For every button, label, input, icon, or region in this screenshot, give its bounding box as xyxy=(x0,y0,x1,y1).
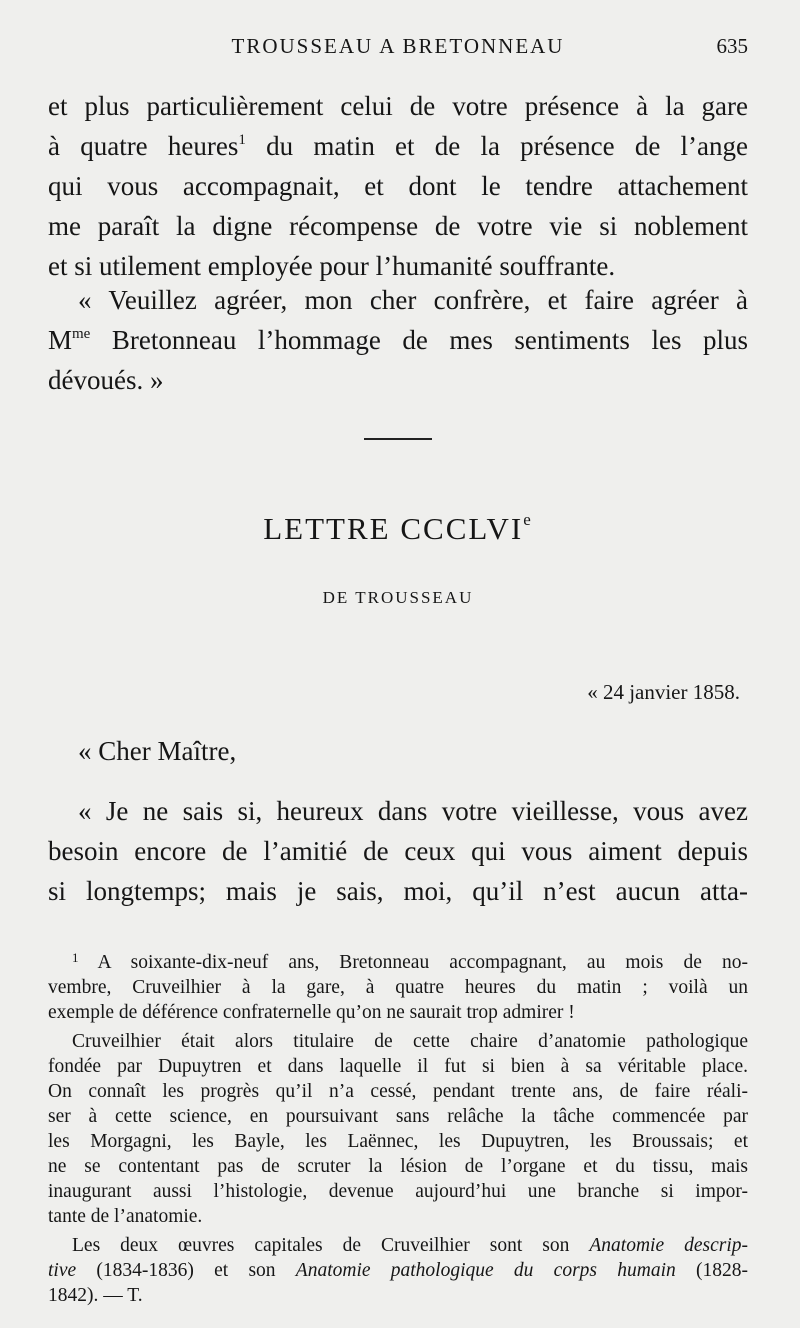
letter-title: LETTRE CCCLVIe xyxy=(263,510,533,546)
paragraph-closing xyxy=(48,280,748,400)
text-line: à quatre heures$^1$ du matin et de la présence de l’ange xyxy=(48,131,748,161)
footnotes xyxy=(48,950,748,1312)
text-line: et si utilement employée pour l’humanité souffrante. xyxy=(48,251,616,281)
text-line: $M^{me}$ Bretonneau l’hommage de mes sentiments les plus xyxy=(48,325,748,355)
page-number: 635 xyxy=(716,34,748,58)
footnote-marker: 1 xyxy=(72,950,79,965)
text-line: dévoués. » xyxy=(48,365,164,395)
section-divider xyxy=(364,438,432,440)
text-line: et plus particulièrement celui de votre présence à la gare xyxy=(48,91,748,121)
running-head xyxy=(48,34,748,64)
letter-date: « 24 janvier 1858. xyxy=(587,680,740,704)
footnote-line: vembre, Cruveilhier à la gare, à quatre heures du matin ; voilà un xyxy=(48,977,748,998)
footnote-line: 1842). — T. xyxy=(48,1285,143,1306)
footnote-line: ne se contentant pas de scruter la lésion de l’organe et du tissu, mais xyxy=(48,1156,748,1177)
footnote-line: tante de l’anatomie. xyxy=(48,1206,203,1227)
text-line: « Veuillez agréer, mon cher confrère, et faire agréer à xyxy=(78,285,748,315)
text-line: « Je ne sais si, heureux dans votre vieillesse, vous avez xyxy=(78,796,748,826)
footnote-line: Cruveilhier était alors titulaire de cette chaire d’anatomie pathologique xyxy=(72,1031,748,1052)
paragraph-continuation xyxy=(48,86,748,286)
footnote-line: Les deux œuvres capitales de Cruveilhier sont son Anatomie descrip- xyxy=(72,1235,748,1256)
text-line: qui vous accompagnait, et dont le tendre attachement xyxy=(48,171,748,201)
footnote-reference: 1 xyxy=(238,132,246,148)
footnote-line: les Morgagni, les Bayle, les Laënnec, les Dupuytren, les Broussais; et xyxy=(48,1131,748,1152)
letter-paragraph xyxy=(48,791,748,911)
letter-salutation: « Cher Maître, xyxy=(78,736,237,766)
text-line: besoin encore de l’amitié de ceux qui vous aiment depuis xyxy=(48,836,748,866)
footnote-paragraph xyxy=(48,1029,748,1229)
footnote-paragraph xyxy=(48,1233,748,1308)
text-line: me paraît la digne récompense de votre vie si noblement xyxy=(48,211,748,241)
footnote-line: On connaît les progrès qu’il n’a cessé, pendant trente ans, de faire réali- xyxy=(48,1081,748,1102)
footnote-1 xyxy=(48,950,748,1025)
footnote-line: $^1$ A soixante-dix-neuf ans, Bretonneau accompagnant, au mois de no- xyxy=(72,950,748,973)
footnote-line: tive (1834-1836) et son Anatomie pathologique du corps humain (1828- xyxy=(48,1260,748,1281)
footnote-line: inaugurant aussi l’histologie, devenue aujourd’hui une branche si impor- xyxy=(48,1181,748,1202)
letter-author: DE TROUSSEAU xyxy=(322,588,474,607)
footnote-line: exemple de déférence confraternelle qu’on ne saurait trop admirer ! xyxy=(48,1002,575,1023)
text-line: si longtemps; mais je sais, moi, qu’il n’est aucun atta- xyxy=(48,876,748,906)
footnote-line: ser à cette science, en poursuivant sans relâche la tâche commencée par xyxy=(48,1106,748,1127)
running-title: TROUSSEAU A BRETONNEAU xyxy=(231,34,565,58)
footnote-line: fondée par Dupuytren et dans laquelle il fut si bien à sa véritable place. xyxy=(48,1056,748,1077)
